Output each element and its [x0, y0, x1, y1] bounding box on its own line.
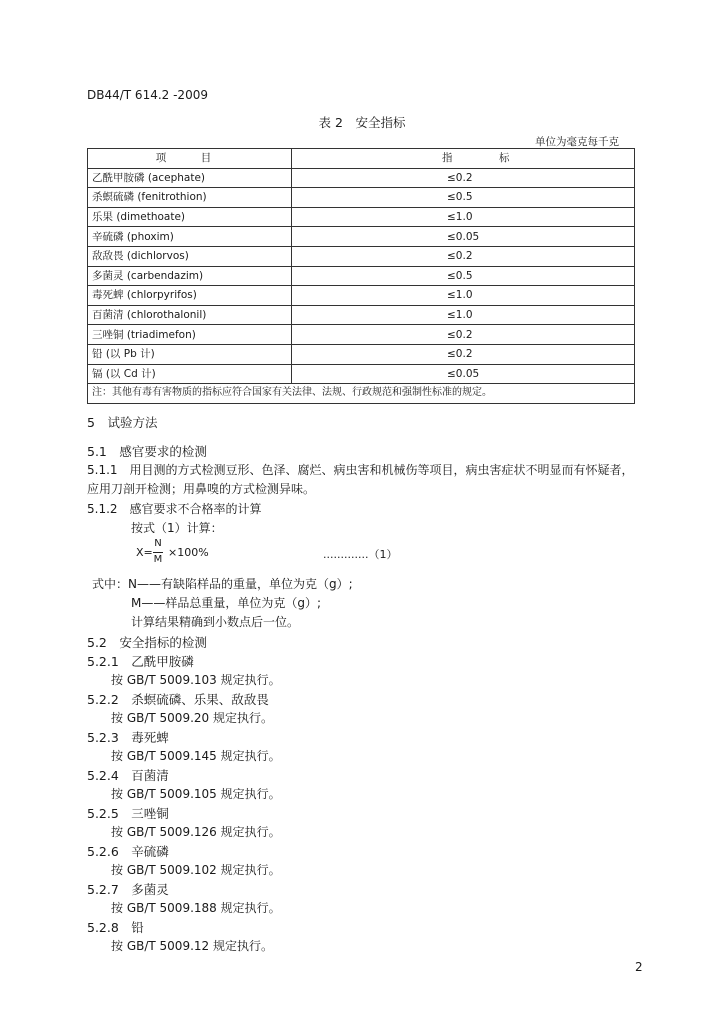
row-item: 铅 (以 Pb 计) [88, 344, 292, 364]
formula-lhs: X= [136, 546, 153, 559]
row-item: 镉 (以 Cd 计) [88, 364, 292, 384]
rounding-note: 计算结果精确到小数点后一位。 [131, 615, 300, 629]
section-heading: 5.2.2 杀螟硫磷、乐果、敌敌畏 [87, 692, 269, 707]
row-value: ≤1.0 [292, 305, 635, 325]
section-text: 按 GB/T 5009.188 规定执行。 [111, 901, 281, 915]
row-item: 百菌清 (chlorothalonil) [88, 305, 292, 325]
table-row [88, 364, 635, 384]
document-code: DB44/T 614.2 -2009 [87, 88, 208, 102]
formula-where-m: M——样品总重量，单位为克（g）; [131, 596, 322, 610]
row-value: ≤1.0 [292, 207, 635, 227]
section-heading: 5.2.7 多菌灵 [87, 882, 169, 897]
section-heading: 5.2.1 乙酰甲胺磷 [87, 654, 194, 669]
section-text: 按 GB/T 5009.145 规定执行。 [111, 749, 281, 763]
row-value: ≤0.2 [292, 325, 635, 345]
unit-note: 单位为毫克每千克 [535, 136, 619, 148]
row-value: ≤0.5 [292, 266, 635, 286]
section-text: 按 GB/T 5009.102 规定执行。 [111, 863, 281, 877]
formula-intro: 按式（1）计算： [131, 521, 223, 535]
table-row [88, 305, 635, 325]
formula-denominator: M [153, 554, 163, 565]
row-value: ≤0.5 [292, 188, 635, 208]
section-text: 按 GB/T 5009.105 规定执行。 [111, 787, 281, 801]
table-row [88, 344, 635, 364]
row-item: 多菌灵 (carbendazim) [88, 266, 292, 286]
section-text: 按 GB/T 5009.12 规定执行。 [111, 939, 273, 953]
table-row [88, 188, 635, 208]
table-title: 表 2 安全指标 [318, 115, 406, 130]
table-note-row [88, 384, 635, 404]
row-value: ≤0.2 [292, 246, 635, 266]
row-value: ≤1.0 [292, 286, 635, 306]
row-value: ≤0.2 [292, 168, 635, 188]
section-5-1-1-line-1: 5.1.1 用目测的方式检测豆形、色泽、腐烂、病虫害和机械伤等项目，病虫害症状不明显而有怀疑者， [87, 463, 634, 477]
row-item: 毒死蜱 (chlorpyrifos) [88, 286, 292, 306]
row-value: ≤0.05 [292, 364, 635, 384]
table-row [88, 266, 635, 286]
section-5-1-1-line-2: 应用刀剖开检测；用鼻嗅的方式检测异味。 [87, 482, 316, 496]
table-note: 注：其他有毒有害物质的指标应符合国家有关法律、法规、行政规范和强制性标准的规定。 [88, 384, 635, 404]
row-item: 三唑铜 (triadimefon) [88, 325, 292, 345]
section-5-1-title: 5.1 感官要求的检测 [87, 444, 207, 459]
section-text: 按 GB/T 5009.103 规定执行。 [111, 673, 281, 687]
section-text: 按 GB/T 5009.126 规定执行。 [111, 825, 281, 839]
row-value: ≤0.05 [292, 227, 635, 247]
table-row [88, 207, 635, 227]
section-heading: 5.2.8 铅 [87, 920, 144, 935]
table-row [88, 286, 635, 306]
fraction-bar [153, 552, 163, 553]
section-heading: 5.2.6 辛硫磷 [87, 844, 169, 859]
column-header-item: 项 目 [88, 149, 292, 169]
row-item: 乐果 (dimethoate) [88, 207, 292, 227]
row-item: 辛硫磷 (phoxim) [88, 227, 292, 247]
section-heading: 5.2.3 毒死蜱 [87, 730, 169, 745]
section-5-title: 5 试验方法 [87, 415, 158, 430]
page-number: 2 [635, 960, 643, 974]
table-header-row [88, 149, 635, 169]
row-value: ≤0.2 [292, 344, 635, 364]
formula-number: .............（1） [323, 548, 398, 561]
table-row [88, 325, 635, 345]
table-row [88, 246, 635, 266]
formula-numerator: N [154, 538, 162, 549]
table-row [88, 227, 635, 247]
formula-rhs: ×100% [168, 546, 209, 559]
formula-where-n: 式中：N——有缺陷样品的重量，单位为克（g）; [92, 577, 353, 591]
section-5-2-title: 5.2 安全指标的检测 [87, 635, 207, 650]
section-heading: 5.2.4 百菌清 [87, 768, 169, 783]
row-item: 乙酰甲胺磷 (acephate) [88, 168, 292, 188]
table-row [88, 168, 635, 188]
safety-index-table [87, 148, 635, 404]
row-item: 杀螟硫磷 (fenitrothion) [88, 188, 292, 208]
column-header-value: 指 标 [292, 149, 635, 169]
section-text: 按 GB/T 5009.20 规定执行。 [111, 711, 273, 725]
section-heading: 5.2.5 三唑铜 [87, 806, 169, 821]
section-5-1-2-title: 5.1.2 感官要求不合格率的计算 [87, 502, 262, 516]
row-item: 敌敌畏 (dichlorvos) [88, 246, 292, 266]
